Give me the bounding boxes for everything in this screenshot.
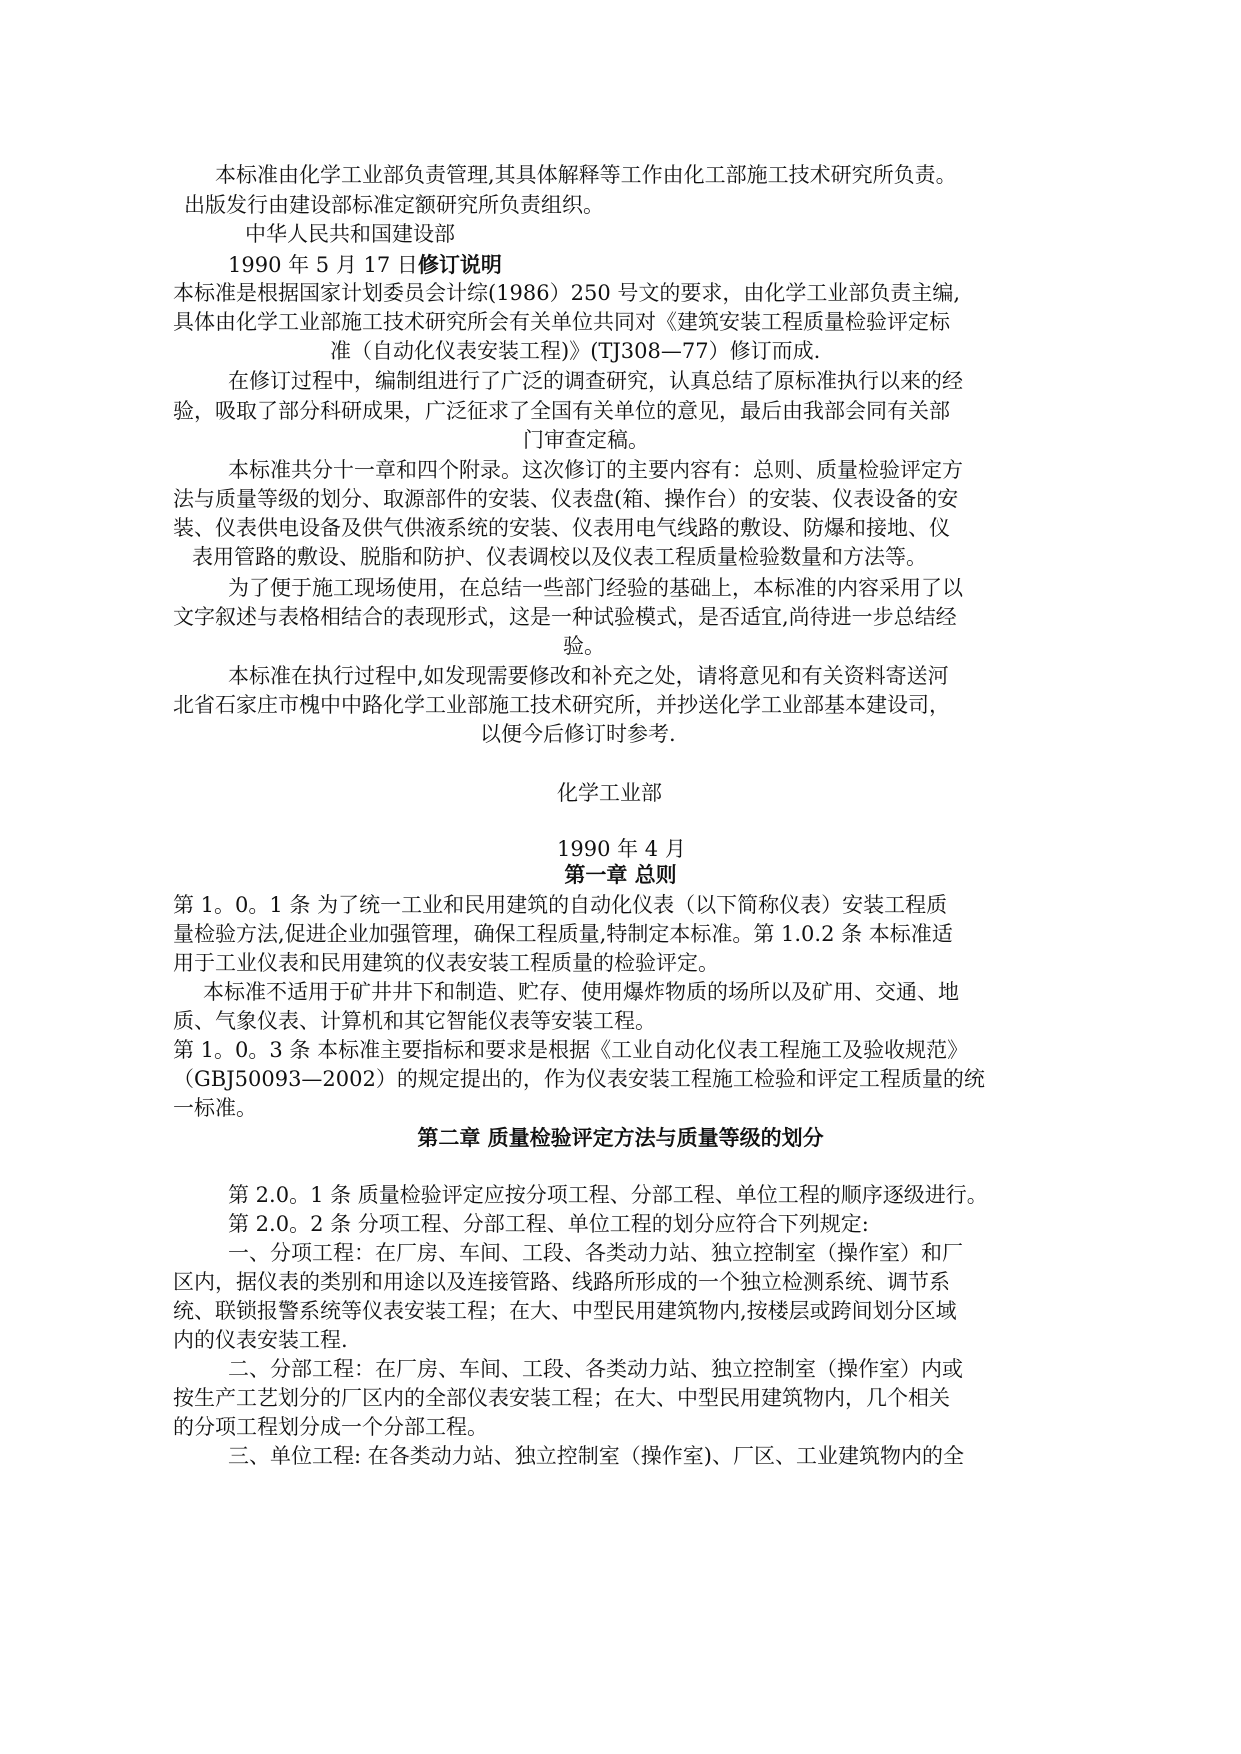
paragraph-line: 第 1。0。3 条 本标准主要指标和要求是根据《工业自动化仪表工程施工及验收规范》: [173, 1038, 969, 1062]
paragraph-line: 准（自动化仪表安装工程)》(TJ308—77）修订而成.: [330, 339, 821, 363]
paragraph-line: 北省石家庄市槐中中路化学工业部施工技术研究所，并抄送化学工业部基本建设司，: [173, 693, 950, 717]
paragraph-line: 二、分部工程：在厂房、车间、工段、各类动力站、独立控制室（操作室）内或: [228, 1357, 963, 1381]
chapter-2-heading: 第二章 质量检验评定方法与质量等级的划分: [417, 1126, 824, 1150]
paragraph-line: 第 2.0。2 条 分项工程、分部工程、单位工程的划分应符合下列规定:: [228, 1212, 869, 1236]
paragraph-line: 量检验方法,促进企业加强管理，确保工程质量,特制定本标准。第 1.0.2 条 本标准适: [173, 922, 953, 946]
paragraph-line: 区内，据仪表的类别和用途以及连接管路、线路所形成的一个独立检测系统、调节系: [173, 1270, 950, 1294]
paragraph-line: 为了便于施工现场使用，在总结一些部门经验的基础上，本标准的内容采用了以: [228, 576, 963, 600]
paragraph-line: 门审查定稿。: [523, 428, 649, 452]
paragraph-line: 的分项工程划分成一个分部工程。: [173, 1415, 488, 1439]
chapter-1-heading: 第一章 总则: [564, 863, 677, 887]
issue-date-line: [228, 250, 502, 280]
paragraph-line: 出版发行由建设部标准定额研究所负责组织。: [184, 193, 604, 217]
paragraph-line: 装、仪表供电设备及供气供液系统的安装、仪表用电气线路的敷设、防爆和接地、仪: [173, 516, 950, 540]
paragraph-line: 本标准是根据国家计划委员会计综(1986）250 号文的要求，由化学工业部负责主编,: [173, 281, 961, 305]
paragraph-line: （GBJ50093—2002）的规定提出的，作为仪表安装工程施工检验和评定工程质量的统: [173, 1067, 985, 1091]
paragraph-line: 质、气象仪表、计算机和其它智能仪表等安装工程。: [173, 1009, 656, 1033]
paragraph-line: 用于工业仪表和民用建筑的仪表安装工程质量的检验评定。: [173, 951, 719, 975]
paragraph-line: 统、联锁报警系统等仪表安装工程；在大、中型民用建筑物内,按楼层或跨间划分区域: [173, 1299, 957, 1323]
paragraph-line: 法与质量等级的划分、取源部件的安装、仪表盘(箱、操作台）的安装、仪表设备的安: [173, 487, 959, 511]
paragraph-line: 本标准在执行过程中,如发现需要修改和补充之处，请将意见和有关资料寄送河: [228, 664, 949, 688]
paragraph-line: 具体由化学工业部施工技术研究所会有关单位共同对《建筑安装工程质量检验评定标: [173, 310, 950, 334]
paragraph-line: 内的仪表安装工程.: [173, 1328, 348, 1352]
paragraph-line: 验，吸取了部分科研成果，广泛征求了全国有关单位的意见，最后由我部会同有关部: [173, 399, 950, 423]
paragraph-line: 以便今后修订时参考.: [480, 722, 676, 746]
paragraph-line: 本标准共分十一章和四个附录。这次修订的主要内容有：总则、质量检验评定方: [228, 458, 963, 482]
paragraph-line: 按生产工艺划分的厂区内的全部仪表安装工程；在大、中型民用建筑物内，几个相关: [173, 1386, 950, 1410]
paragraph-line: 在修订过程中，编制组进行了广泛的调查研究，认真总结了原标准执行以来的经: [228, 369, 963, 393]
signature-date: 1990 年 4 月: [557, 837, 686, 861]
paragraph-line: 一、分项工程：在厂房、车间、工段、各类动力站、独立控制室（操作室）和厂: [228, 1241, 963, 1265]
paragraph-line: 验。: [563, 634, 605, 658]
revision-heading: 修订说明: [417, 253, 502, 277]
paragraph-line: 本标准不适用于矿井井下和制造、贮存、使用爆炸物质的场所以及矿用、交通、地: [203, 980, 959, 1004]
paragraph-line: 三、单位工程: 在各类动力站、独立控制室（操作室)、厂区、工业建筑物内的全: [228, 1444, 964, 1468]
signature-org: 化学工业部: [557, 781, 662, 805]
paragraph-line: 一标准。: [173, 1096, 257, 1120]
issuer-name: 中华人民共和国建设部: [245, 222, 455, 246]
issue-date: 1990 年 5 月 17 日: [228, 253, 418, 277]
paragraph-line: 表用管路的敷设、脱脂和防护、仪表调校以及仪表工程质量检验数量和方法等。: [192, 545, 927, 569]
paragraph-line: 第 2.0。1 条 质量检验评定应按分项工程、分部工程、单位工程的顺序逐级进行。: [228, 1183, 988, 1207]
paragraph-line: 文字叙述与表格相结合的表现形式，这是一种试验模式，是否适宜,尚待进一步总结经: [173, 605, 957, 629]
paragraph-line: 本标准由化学工业部负责管理,其具体解释等工作由化工部施工技术研究所负责。: [215, 163, 957, 187]
paragraph-line: 第 1。0。1 条 为了统一工业和民用建筑的自动化仪表（以下简称仪表）安装工程质: [173, 893, 948, 917]
